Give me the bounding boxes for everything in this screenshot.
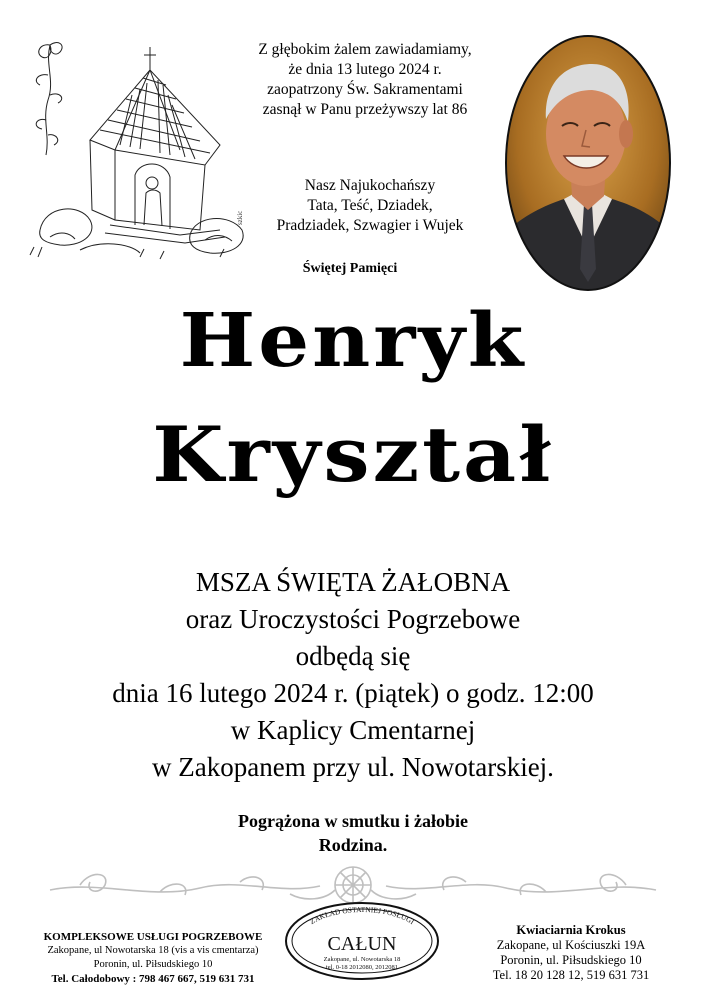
mourning-signature xyxy=(0,809,706,857)
ceremony-line: oraz Uroczystości Pogrzebowe xyxy=(185,604,521,634)
logo-name: CAŁUN xyxy=(327,933,397,955)
mourning-line: Pogrążona w smutku i żałobie xyxy=(237,811,468,831)
florist-address: Zakopane, ul Kościuszki 19A xyxy=(496,938,646,952)
memory-heading: Świętej Pamięci xyxy=(302,261,398,276)
chapel-sketch xyxy=(20,25,250,265)
funeral-company-info xyxy=(8,930,298,986)
svg-text:szkic: szkic xyxy=(236,210,244,225)
funeral-company-address: Zakopane, ul Nowotarska 18 (vis a vis cmentarza) xyxy=(47,945,259,956)
intro-text xyxy=(225,40,505,120)
funeral-company-address: Poronin, ul. Piłsudskiego 10 xyxy=(93,959,213,970)
family-line: Pradziadek, Szwagier i Wujek xyxy=(276,217,464,234)
first-name: Henryk xyxy=(179,296,527,384)
ceremony-line: MSZA ŚWIĘTA ŻAŁOBNA xyxy=(195,567,511,597)
florist-name: Kwiaciarnia Krokus xyxy=(516,923,626,937)
florist-phone: Tel. 18 20 128 12, 519 631 731 xyxy=(492,968,650,982)
ceremony-line: w Zakopanem przy ul. Nowotarskiej. xyxy=(152,752,554,782)
logo-arc-text: ZAKŁAD OSTATNIEJ POSŁUGI xyxy=(308,904,417,927)
intro-line: zasnął w Panu przeżywszy lat 86 xyxy=(262,101,468,118)
calun-logo xyxy=(282,900,442,982)
family-text xyxy=(240,176,500,236)
intro-line: że dnia 13 lutego 2024 r. xyxy=(288,61,442,78)
funeral-company-title: KOMPLEKSOWE USŁUGI POGRZEBOWE xyxy=(43,931,263,943)
intro-line: zaopatrzony Św. Sakramentami xyxy=(267,81,463,98)
family-line: Nasz Najukochańszy xyxy=(304,177,436,194)
funeral-company-phone: Tel. Całodobowy : 798 467 667, 519 631 731 xyxy=(51,973,255,985)
florist-address: Poronin, ul. Piłsudskiego 10 xyxy=(500,953,642,967)
portrait-photo xyxy=(504,34,672,292)
last-name: Kryształ xyxy=(152,410,554,500)
logo-phone: tel. 0-18 2012080, 2012081 xyxy=(325,964,399,971)
ceremony-line: w Kaplicy Cmentarnej xyxy=(230,715,476,745)
ceremony-details xyxy=(0,564,706,786)
ceremony-line: odbędą się xyxy=(295,641,411,671)
ceremony-line: dnia 16 lutego 2024 r. (piątek) o godz. 12:00 xyxy=(112,678,594,708)
logo-address: Zakopane, ul. Nowotarska 18 xyxy=(323,956,401,963)
family-line: Tata, Teść, Dziadek, xyxy=(307,197,433,214)
florist-info xyxy=(440,923,702,983)
mourning-line: Rodzina. xyxy=(318,835,388,855)
intro-line: Z głębokim żalem zawiadamiamy, xyxy=(258,41,472,58)
